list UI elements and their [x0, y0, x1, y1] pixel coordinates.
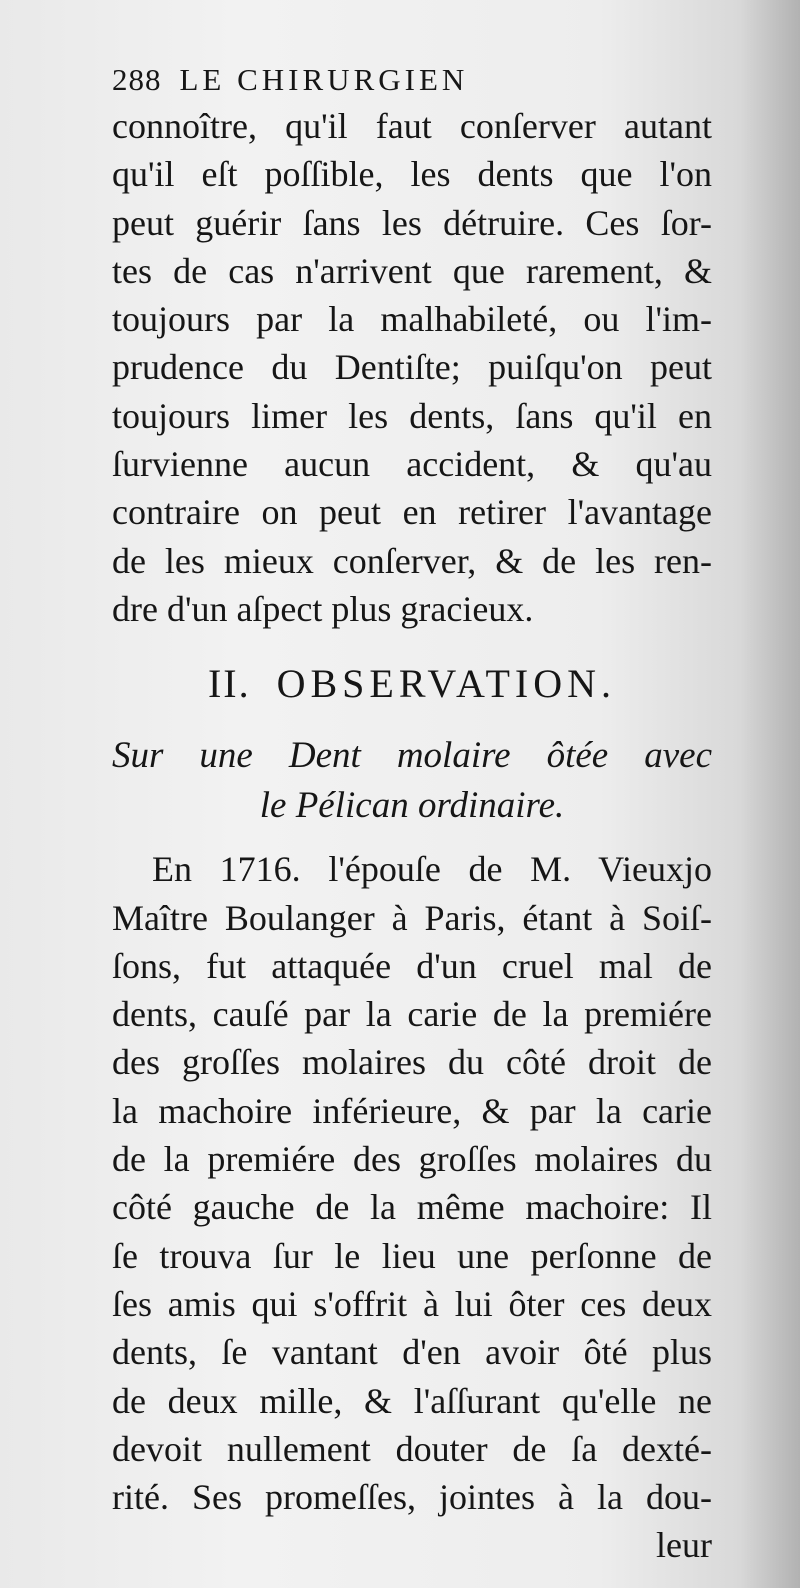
running-header — [112, 58, 712, 102]
text-line: dents, cauſé par la carie de la premiére — [112, 994, 712, 1035]
observation-subtitle-line-1: Sur une Dent molaire ôtée avec — [112, 735, 712, 777]
page-number: 288 — [112, 62, 162, 97]
text-line: dre d'un aſpect plus gracieux. — [112, 588, 534, 629]
observation-subtitle-line-2: le Pélican ordinaire. — [259, 785, 565, 827]
text-line: qu'il eſt poſſible, les dents que l'on — [112, 154, 712, 195]
observation-word: OBSERVATION. — [276, 661, 617, 707]
text-line: toujours limer les dents, ſans qu'il en — [112, 395, 712, 436]
text-line: tes de cas n'arrivent que rarement, & — [112, 250, 712, 291]
text-line: connoître, qu'il faut conſerver autant — [112, 106, 712, 146]
text-line: ſe trouva ſur le lieu une perſonne de — [112, 1235, 712, 1276]
text-line: ſes amis qui s'offrit à lui ôter ces deux — [112, 1283, 712, 1324]
text-line: Maître Boulanger à Paris, étant à Soiſ- — [112, 897, 712, 938]
text-line: ſons, fut attaquée d'un cruel mal de — [112, 945, 712, 986]
text-line: côté gauche de la même machoire: Il — [112, 1187, 712, 1228]
text-line: peut guérir ſans les détruire. Ces ſor- — [112, 202, 712, 243]
gutter-shadow — [740, 0, 800, 1588]
running-title: LE CHIRURGIEN — [179, 62, 469, 97]
text-line: rité. Ses promeſſes, jointes à la dou- — [112, 1477, 712, 1518]
text-line: de deux mille, & l'aſſurant qu'elle ne — [112, 1380, 712, 1421]
catchword: leur — [656, 1525, 712, 1566]
observation-heading — [112, 647, 712, 721]
text-line: contraire on peut en retirer l'avantage — [112, 492, 712, 533]
page-text — [112, 58, 712, 1570]
text-line: de les mieux conſerver, & de les ren- — [112, 540, 712, 581]
text-line: des groſſes molaires du côté droit de — [112, 1042, 712, 1083]
text-line: ſurvienne aucun accident, & qu'au — [112, 444, 712, 485]
observation-number: II. — [207, 661, 251, 707]
text-line: devoit nullement douter de ſa dexté- — [112, 1428, 712, 1469]
text-line: toujours par la malhabileté, ou l'im- — [112, 299, 712, 340]
text-line: la machoire inférieure, & par la carie — [112, 1090, 712, 1131]
paragraph-2 — [112, 845, 712, 1569]
text-line: de la premiére des groſſes molaires du — [112, 1139, 712, 1180]
text-line: dents, ſe vantant d'en avoir ôté plus — [112, 1332, 712, 1373]
text-line: En 1716. l'épouſe de M. Vieuxjo — [152, 849, 712, 890]
text-line: prudence du Dentiſte; puiſqu'on peut — [112, 347, 712, 388]
paragraph-1 — [112, 102, 712, 633]
